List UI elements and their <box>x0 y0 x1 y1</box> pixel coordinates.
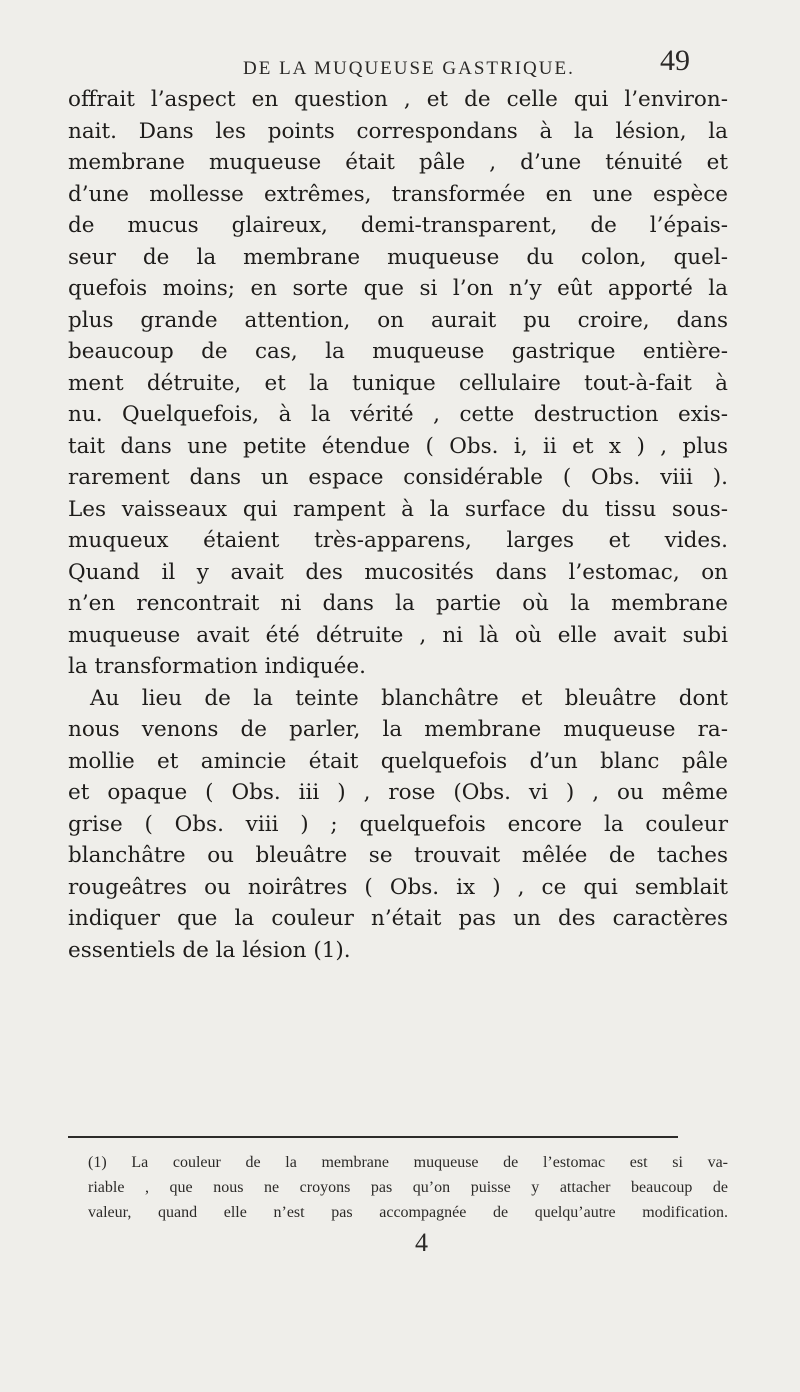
text-line: n’en rencontrait ni dans la partie où la membrane <box>68 591 728 616</box>
body-text <box>68 84 728 966</box>
text-line: membrane muqueuse était pâle , d’une ténuité et <box>68 150 728 175</box>
text-line: nait. Dans les points correspondans à la lésion, la <box>68 118 728 144</box>
text-line: beaucoup de cas, la muqueuse gastrique entière- <box>68 339 728 364</box>
text-line: plus grande attention, on aurait pu croire, dans <box>68 307 728 333</box>
page-number: 49 <box>660 44 690 77</box>
footnote-rule <box>68 1136 678 1138</box>
footnote <box>88 1150 728 1225</box>
text-line: muqueux étaient très-apparens, larges et vides. <box>68 528 728 553</box>
text-line: blanchâtre ou bleuâtre se trouvait mêlée de taches <box>68 843 728 868</box>
text-line: rougeâtres ou noirâtres ( Obs. ix ) , ce qui semblait <box>68 874 728 900</box>
text-line: Au lieu de la teinte blanchâtre et bleuâtre dont <box>90 685 728 711</box>
text-line: mollie et amincie était quelquefois d’un blanc pâle <box>68 748 728 774</box>
footnote-line: valeur, quand elle n’est pas accompagnée de quelqu’autre modification. <box>88 1204 728 1221</box>
text-line: indiquer que la couleur n’était pas un des caractères <box>68 906 728 931</box>
text-line: rarement dans un espace considérable ( Obs. viii ). <box>68 465 728 490</box>
text-line: de mucus glaireux, demi-transparent, de l’épais- <box>68 213 728 238</box>
text-line: essentiels de la lésion (1). <box>68 937 351 963</box>
text-line: grise ( Obs. viii ) ; quelquefois encore la couleur <box>68 811 728 837</box>
running-head: DE LA MUQUEUSE GASTRIQUE. <box>243 58 575 79</box>
text-line: seur de la membrane muqueuse du colon, quel- <box>68 244 728 270</box>
footnote-line: (1) La couleur de la membrane muqueuse de l’estomac est si va- <box>88 1154 728 1171</box>
footnote-line: riable , que nous ne croyons pas qu’on puisse y attacher beaucoup de <box>88 1179 728 1196</box>
text-line: muqueuse avait été détruite , ni là où elle avait subi <box>68 622 728 648</box>
text-line: quefois moins; en sorte que si l’on n’y eût apporté la <box>68 276 728 301</box>
text-line: nous venons de parler, la membrane muqueuse ra- <box>68 717 728 742</box>
text-line: Les vaisseaux qui rampent à la surface du tissu sous- <box>68 496 728 522</box>
text-line: ment détruite, et la tunique cellulaire tout-à-fait à <box>68 370 728 396</box>
text-line: nu. Quelquefois, à la vérité , cette destruction exis- <box>68 402 728 427</box>
text-line: d’une mollesse extrêmes, transformée en une espèce <box>68 181 728 207</box>
text-line: tait dans une petite étendue ( Obs. i, ii et x ) , plus <box>68 433 728 459</box>
text-line: la transformation indiquée. <box>68 654 366 679</box>
signature-mark: 4 <box>415 1228 428 1257</box>
text-line: offrait l’aspect en question , et de celle qui l’environ- <box>68 87 728 112</box>
text-line: et opaque ( Obs. iii ) , rose (Obs. vi ) , ou même <box>68 780 728 805</box>
text-line: Quand il y avait des mucosités dans l’estomac, on <box>68 559 728 585</box>
